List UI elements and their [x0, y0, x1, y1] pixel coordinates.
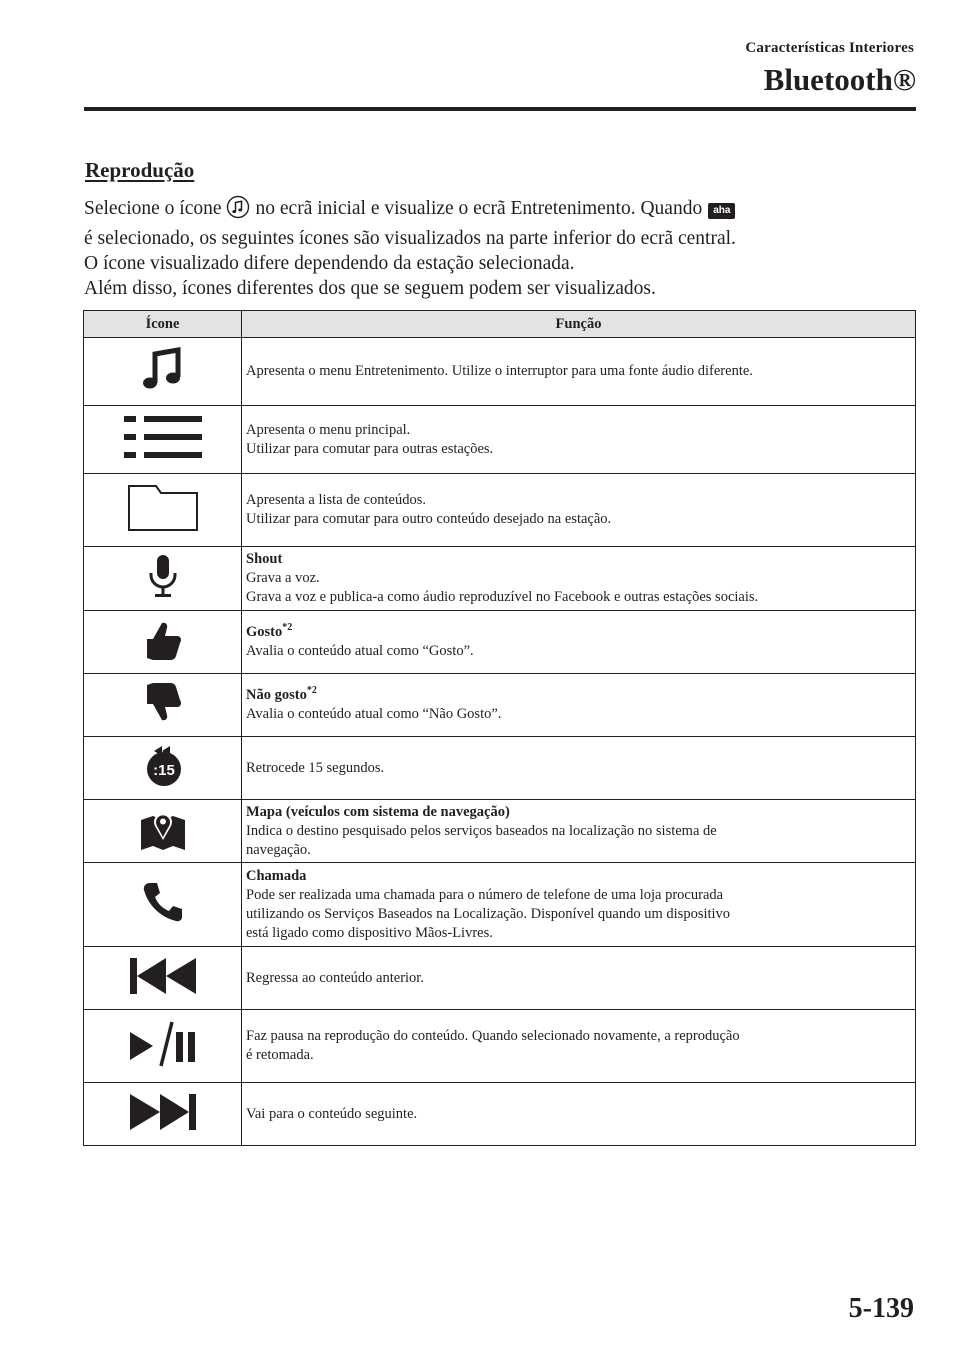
- table-row: [84, 674, 916, 737]
- intro-line-4: Além disso, ícones diferentes dos que se seguem podem ser visualizados.: [84, 278, 656, 299]
- table-header-row: [84, 311, 916, 338]
- row-function: Mapa (veículos com sistema de navegação) Indica o destino pesquisado pelos serviços baseados na localização no sistema de navegação.: [242, 800, 916, 863]
- section-heading: Reprodução: [85, 158, 195, 182]
- table-row: [84, 338, 916, 406]
- section-title: Bluetooth®: [763, 62, 916, 97]
- table-row: [84, 863, 916, 947]
- icon-function-table: [83, 310, 916, 1146]
- row-function: Regressa ao conteúdo anterior.: [242, 947, 916, 1010]
- row-function: Apresenta o menu principal. Utilizar para comutar para outras estações.: [242, 406, 916, 474]
- skip-forward-icon: [130, 1119, 196, 1136]
- intro-line-1b: no ecrã inicial e visualize o ecrã Entretenimento. Quando: [255, 198, 703, 219]
- row-function: Apresenta o menu Entretenimento. Utilize o interruptor para uma fonte áudio diferente.: [242, 338, 916, 406]
- row-function: Retrocede 15 segundos.: [242, 737, 916, 800]
- phone-icon: [142, 910, 184, 927]
- row-function: Vai para o conteúdo seguinte.: [242, 1083, 916, 1146]
- row-function: Gosto$^{*2}$ Avalia o conteúdo atual como “Gosto”.: [242, 611, 916, 674]
- row-function: Não gosto$^{*2}$ Avalia o conteúdo atual como “Não Gosto”.: [242, 674, 916, 737]
- intro-line-1: [84, 195, 884, 226]
- skip-back-icon: [130, 983, 196, 1000]
- intro-line-2: é selecionado, os seguintes ícones são visualizados na parte inferior do ecrã central.: [84, 228, 736, 249]
- row-function: Chamada Pode ser realizada uma chamada para o número de telefone de uma loja procurada utilizando os Serviços Baseados na Localização. Disponível quando um dispositivo está ligado como dispositivo Mãos-Livres.: [242, 863, 916, 947]
- menu-list-icon: [124, 447, 202, 464]
- rewind-15-icon: [140, 761, 186, 793]
- intro-line-3: O ícone visualizado difere dependendo da estação selecionada.: [84, 253, 575, 274]
- table-row: [84, 611, 916, 674]
- col-header-icon: Ícone: [84, 311, 242, 338]
- aha-label-icon: aha: [708, 203, 735, 219]
- chapter-title: Características Interiores: [745, 40, 914, 56]
- intro-text: [84, 195, 884, 301]
- rewind-15-label: :15: [152, 761, 175, 779]
- intro-line-1a: Selecione o ícone: [84, 198, 222, 219]
- row-function: Shout Grava a voz. Grava a voz e publica-a como áudio reproduzível no Facebook e outras estações sociais.: [242, 547, 916, 611]
- table-row: [84, 1010, 916, 1083]
- microphone-icon: [148, 586, 178, 603]
- thumbs-up-icon: [143, 648, 183, 665]
- col-header-function: Função: [242, 311, 916, 338]
- row-function: Faz pausa na reprodução do conteúdo. Quando selecionado novamente, a reprodução é retomada.: [242, 1010, 916, 1083]
- table-row: [84, 406, 916, 474]
- music-note-icon: [140, 379, 186, 396]
- row-function: Apresenta a lista de conteúdos. Utilizar para comutar para outro conteúdo desejado na estação.: [242, 474, 916, 547]
- play-pause-icon: [128, 1055, 198, 1072]
- thumbs-down-icon: [143, 711, 183, 728]
- table-row: [84, 737, 916, 800]
- entertainment-music-icon: [226, 195, 250, 226]
- table-row: [84, 547, 916, 611]
- page-number: 5-139: [848, 1293, 914, 1324]
- folder-icon: [128, 519, 198, 536]
- table-row: [84, 800, 916, 863]
- table-row: [84, 474, 916, 547]
- table-row: [84, 947, 916, 1010]
- header-rule: [84, 107, 916, 111]
- map-pin-icon: [139, 839, 187, 856]
- table-row: [84, 1083, 916, 1146]
